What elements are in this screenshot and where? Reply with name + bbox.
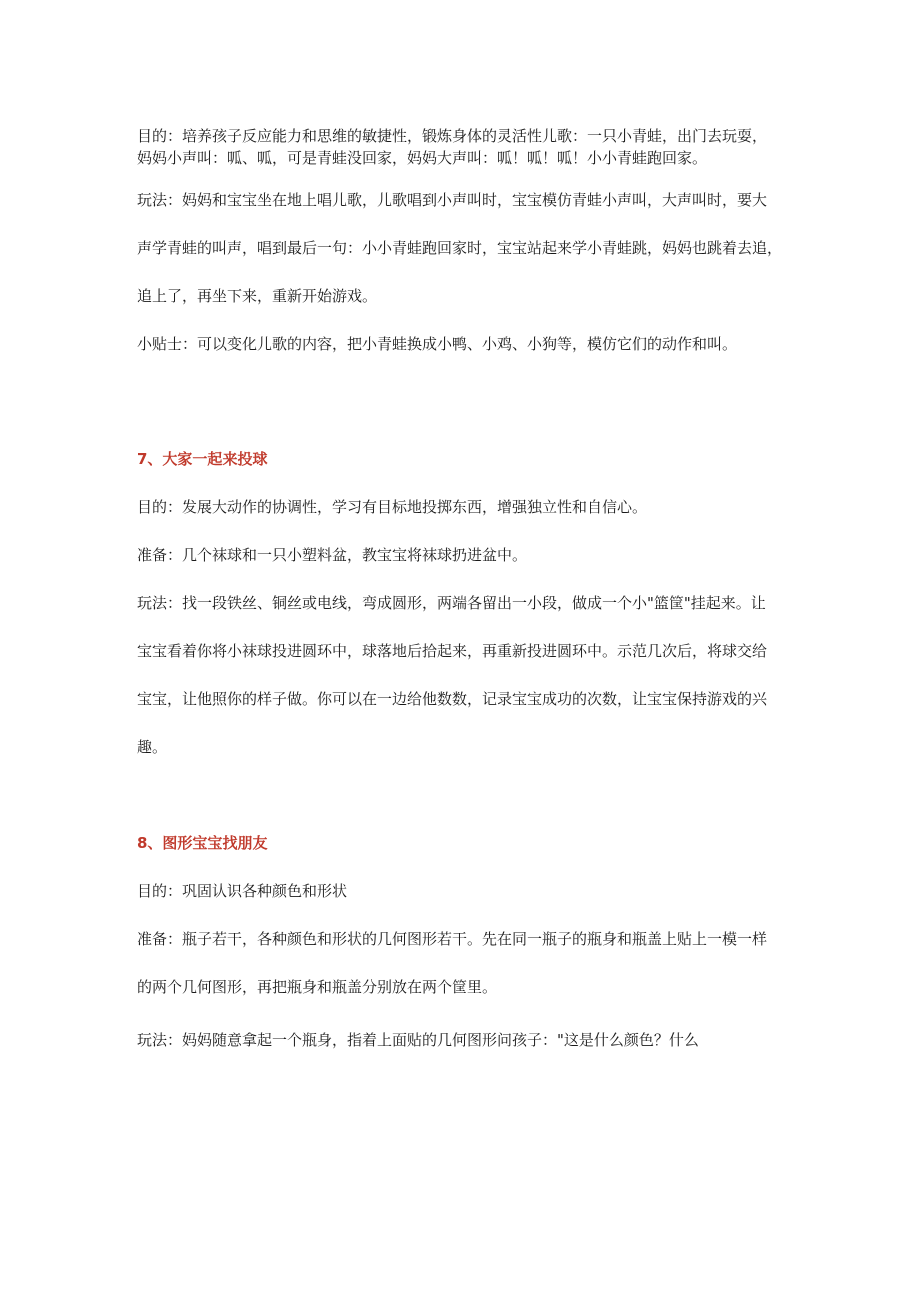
section6-play-line1: 玩法：妈妈和宝宝坐在地上唱儿歌，儿歌唱到小声叫时，宝宝模仿青蛙小声叫，大声叫时，要大 [137,191,768,209]
section8-prep-line1: 准备：瓶子若干，各种颜色和形状的几何图形若干。先在同一瓶子的瓶身和瓶盖上贴上一模一样 [137,930,768,948]
section7-goal: 目的：发展大动作的协调性，学习有目标地投掷东西，增强独立性和自信心。 [137,498,648,516]
section7-prep: 准备：几个袜球和一只小塑料盆，教宝宝将袜球扔进盆中。 [137,546,528,564]
section6-play-line2: 声学青蛙的叫声，唱到最后一句：小小青蛙跑回家时，宝宝站起来学小青蛙跳，妈妈也跳着去追， [137,239,783,257]
section6-tip: 小贴士：可以变化儿歌的内容，把小青蛙换成小鸭、小鸡、小狗等，模仿它们的动作和叫。 [137,335,738,353]
section6-play-line3: 追上了，再坐下来，重新开始游戏。 [137,287,378,305]
section7-play-line3: 宝宝，让他照你的样子做。你可以在一边给他数数，记录宝宝成功的次数，让宝宝保持游戏的兴 [137,690,768,708]
section7-play-line4: 趣。 [137,738,168,756]
section8-prep-line2: 的两个几何图形，再把瓶身和瓶盖分别放在两个筐里。 [137,978,498,996]
section7-heading: 7、大家一起来投球 [137,450,268,468]
section6-goal-line2: 妈妈小声叫：呱、呱，可是青蛙没回家，妈妈大声叫：呱！呱！呱！小小青蛙跑回家。 [137,149,708,167]
section6-goal-line1: 目的：培养孩子反应能力和思维的敏捷性，锻炼身体的灵活性儿歌：一只小青蛙，出门去玩耍， [137,127,768,145]
section7-play-line2: 宝宝看着你将小袜球投进圆环中，球落地后拾起来，再重新投进圆环中。示范几次后，将球交给 [137,642,768,660]
section8-goal: 目的：巩固认识各种颜色和形状 [137,882,348,900]
section8-play-line1: 玩法：妈妈随意拿起一个瓶身，指着上面贴的几何图形问孩子："这是什么颜色？什么 [137,1031,699,1049]
section7-play-line1: 玩法：找一段铁丝、铜丝或电线，弯成圆形，两端各留出一小段，做成一个小"篮筐"挂起来。让 [137,594,766,612]
section8-heading: 8、图形宝宝找朋友 [137,834,268,852]
